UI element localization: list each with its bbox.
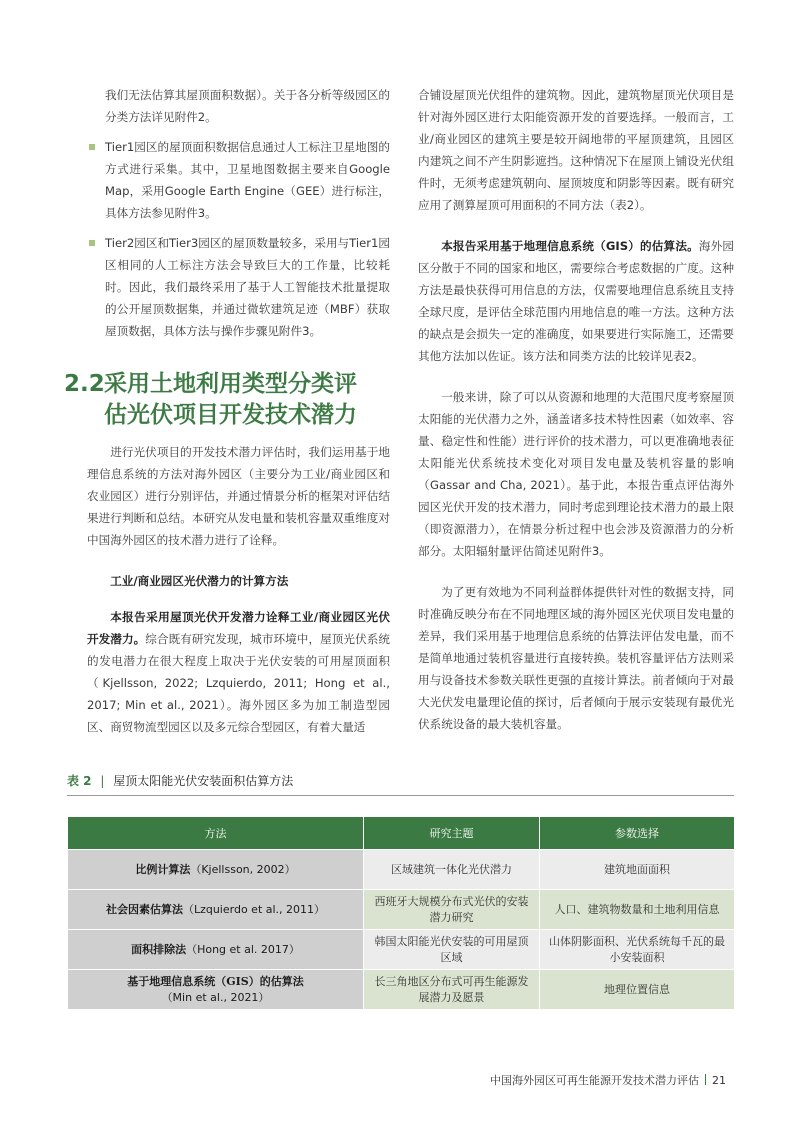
table-row [68, 890, 735, 930]
bold-lead: 本报告采用屋顶光伏开发潜力诠释工业/商业园区光伏开发潜力。 [87, 610, 390, 646]
method-cell: 基于地理信息系统（GIS）的估算法（Min et al., 2021） [68, 970, 364, 1010]
paragraph: 我们无法估算其屋顶面积数据）。关于各分析等级园区的分类方法详见附件2。 [105, 88, 390, 124]
paragraph: 为了更有效地为不同利益群体提供针对性的数据支持，同时准确反映分布在不同地理区域的海外园区光伏项目发电量的差异，我们采用基于地理信息系统的估算法评估发电量，而不是简单地通过装机容量进行直接转换。装机容量评估方法则采用与设备技术参数关联性更强的直接计算法。前者倾向于对最大光伏发电量理论值的探讨，后者倾向于展示安装现有最优光伏系统设备的最大装机容量。 [418, 585, 734, 731]
section-title [64, 369, 394, 431]
methods-table [67, 816, 735, 1010]
topic-cell: 长三角地区分布式可再生能源发展潜力及愿景 [364, 970, 540, 1010]
section-number: 2.2 [64, 371, 105, 397]
params-cell: 人口、建筑物数量和土地利用信息 [540, 890, 735, 930]
footer-divider [705, 1074, 706, 1085]
topic-cell: 西班牙大规模分布式光伏的安装潜力研究 [364, 890, 540, 930]
left-column [87, 84, 390, 342]
table-caption: 表 2 | 屋顶太阳能光伏安装面积估算方法 [67, 774, 294, 788]
footer-title: 中国海外园区可再生能源开发技术潜力评估 [490, 1074, 699, 1087]
left-column-lower [87, 441, 390, 738]
paragraph: 一般来讲，除了可以从资源和地理的大范围尺度考察屋顶太阳能的光伏潜力之外，涵盖诸多技术特性因素（如效率、容量、稳定性和性能）进行评价的技术潜力，可以更准确地表征太阳能光伏系统技术变化对项目发电量及装机容量的影响（Gassar and Cha, 2021）。基于此，本报告重点评估海外园区光伏开发的技术潜力，同时考虑到理论技术潜力的最上限（即资源潜力），在情景分析过程中也会涉及资源潜力的分析部分。太阳辐射量评估简述见附件3。 [418, 390, 734, 558]
subheading: 工业/商业园区光伏潜力的计算方法 [110, 574, 289, 588]
table-header-row [68, 817, 735, 850]
table-label: 表 2 [67, 774, 92, 788]
bullet-item: Tier2园区和Tier3园区的屋顶数量较多，采用与Tier1园区相同的人工标注方法会导致巨大的工作量，比较耗时。因此，我们最终采用了基于人工智能技术批量提取的公开屋顶数据集，并通过微软建筑足迹（MBF）获取屋顶数据，具体方法与操作步骤见附件3。 [87, 232, 390, 342]
section-title-line2: 估光伏项目开发技术潜力 [104, 402, 357, 428]
column-header: 研究主题 [364, 817, 540, 850]
table-row [68, 970, 735, 1010]
params-cell: 地理位置信息 [540, 970, 735, 1010]
paragraph-text: 海外园区分散于不同的国家和地区，需要综合考虑数据的广度。这种方法是最快获得可用信息的方法，仅需要地理信息系统且支持全球尺度，是评估全球范围内用地信息的唯一方法。这种方法的缺点是会损失一定的准确度，如果要进行实际施工，还需要其他方法加以佐证。该方法和同类方法的比较详见表2。 [418, 239, 734, 363]
paragraph: 进行光伏项目的开发技术潜力评估时，我们运用基于地理信息系统的方法对海外园区（主要分为工业/商业园区和农业园区）进行分别评估，并通过情景分析的框架对评估结果进行判断和总结。本研究从发电量和装机容量双重维度对中国海外园区的技术潜力进行了诠释。 [87, 445, 390, 547]
section-title-line1: 采用土地利用类型分类评 [104, 371, 357, 397]
paragraph: 合铺设屋顶光伏组件的建筑物。因此，建筑物屋顶光伏项目是针对海外园区进行太阳能资源开发的首要选择。一般而言，工业/商业园区的建筑主要是较开阔地带的平屋顶建筑，且园区内建筑之间不产生阴影遮挡。这种情况下在屋顶上铺设光伏组件时，无须考虑建筑朝向、屋顶坡度和阴影等因素。既有研究应用了测算屋顶可用面积的不同方法（表2）。 [418, 88, 734, 212]
paragraph [87, 606, 390, 738]
bullet-item: Tier1园区的屋顶面积数据信息通过人工标注卫星地图的方式进行采集。其中，卫星地图数据主要来自Google Map，采用Google Earth Engine（GEE）进行标注，具体方法参见附件3。 [87, 136, 390, 224]
paragraph-text: 综合既有研究发现，城市环境中，屋顶光伏系统的发电潜力在很大程度上取决于光伏安装的可用屋顶面积（Kjellsson, 2022; Lzquierdo, 2011; Hong et al., 2017; Min et al., 2021）。海外园区多为加工制造型园区、商贸物流型园区以及多元综合型园区，有着大量适 [87, 632, 390, 734]
page-number: 21 [712, 1074, 726, 1087]
table-row [68, 930, 735, 970]
right-column [418, 84, 734, 735]
params-cell: 建筑地面面积 [540, 850, 735, 890]
paragraph [418, 235, 734, 367]
caption-divider [67, 795, 734, 796]
column-header: 参数选择 [540, 817, 735, 850]
topic-cell: 区域建筑一体化光伏潜力 [364, 850, 540, 890]
method-cell: 比例计算法（Kjellsson, 2002） [68, 850, 364, 890]
bold-lead: 本报告采用基于地理信息系统（GIS）的估算法。 [441, 239, 699, 253]
method-cell: 面积排除法（Hong et al. 2017） [68, 930, 364, 970]
method-cell: 社会因素估算法（Lzquierdo et al., 2011） [68, 890, 364, 930]
table-row [68, 850, 735, 890]
page-footer [490, 1072, 726, 1088]
params-cell: 山体阴影面积、光伏系统每千瓦的最小安装面积 [540, 930, 735, 970]
topic-cell: 韩国太阳能光伏安装的可用屋顶区域 [364, 930, 540, 970]
table-title: 屋顶太阳能光伏安装面积估算方法 [113, 774, 294, 788]
column-header: 方法 [68, 817, 364, 850]
